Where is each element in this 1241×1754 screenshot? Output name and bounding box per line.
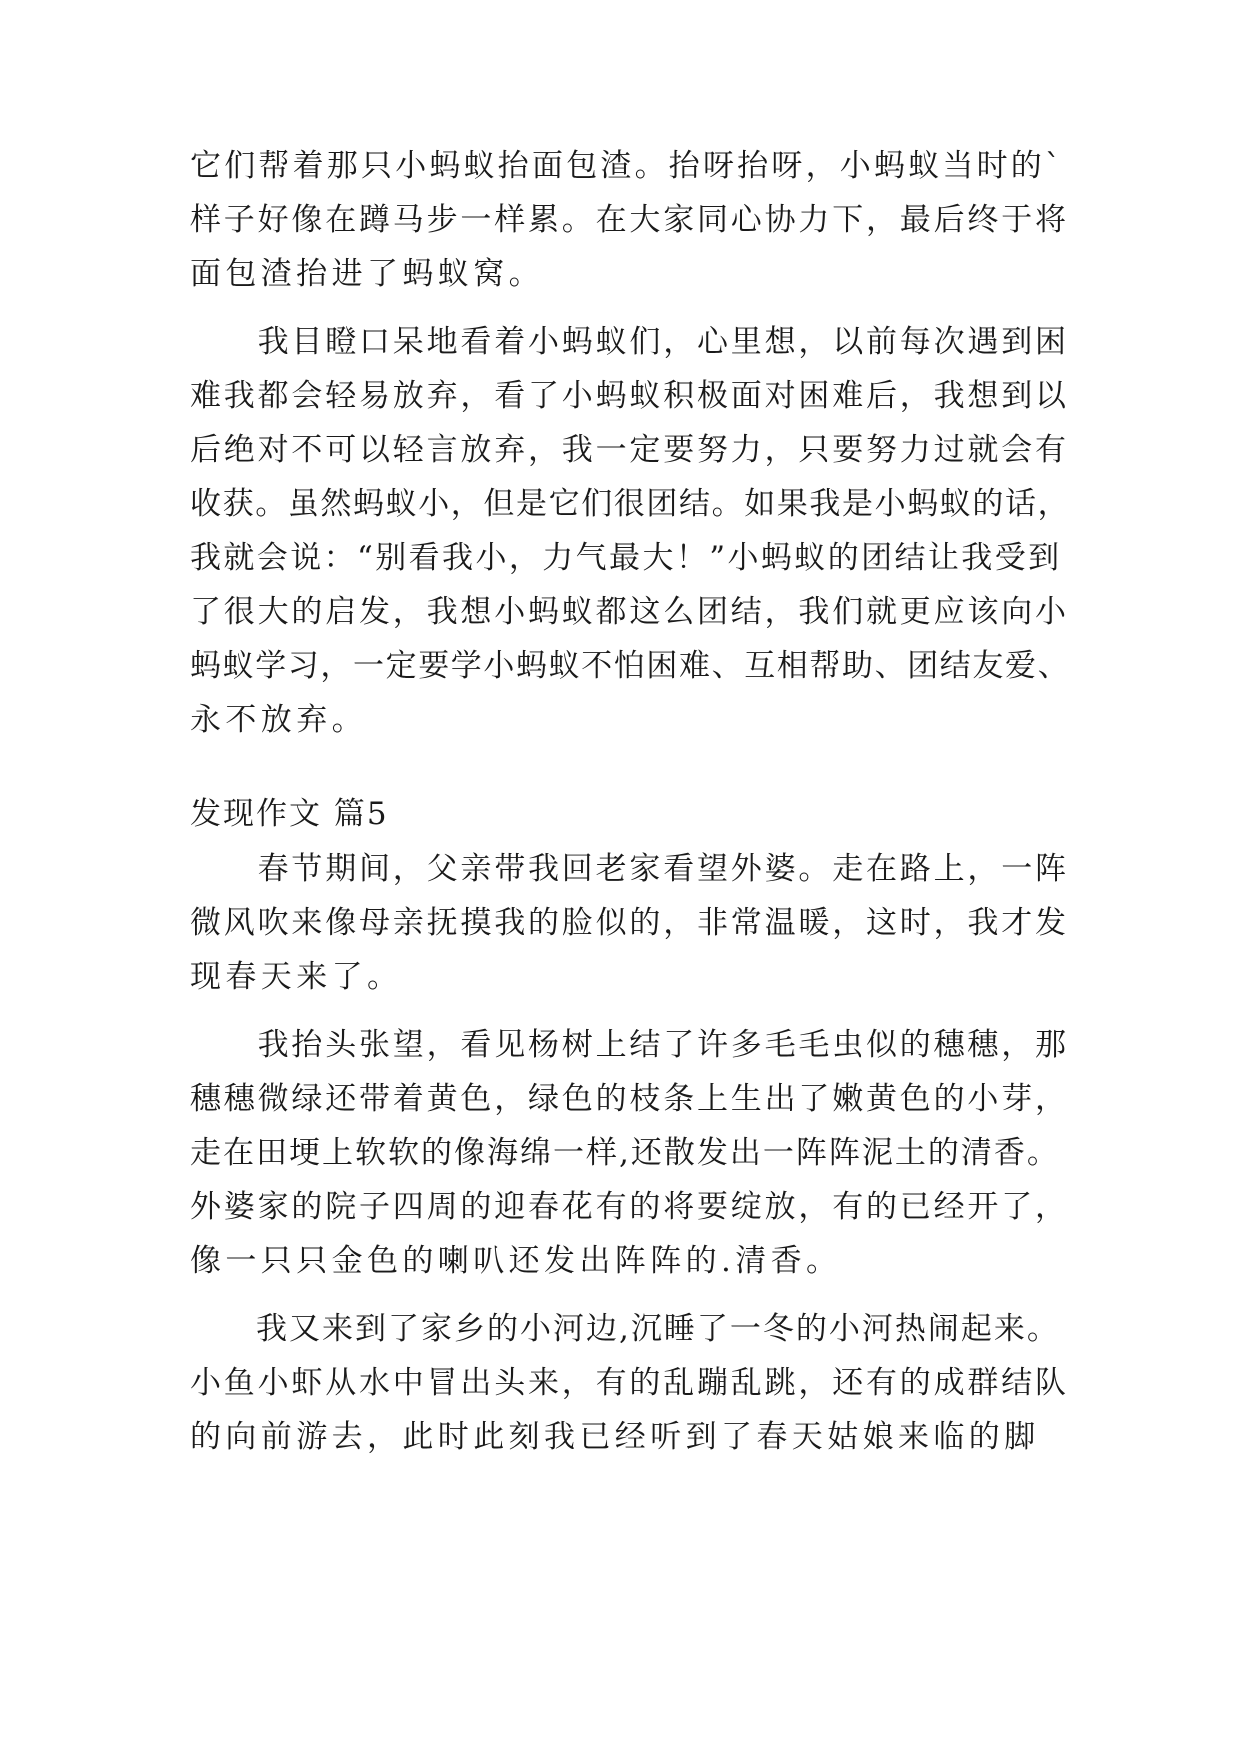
text-line: 后绝对不可以轻言放弃，我一定要努力，只要努力过就会有 (190, 432, 1069, 468)
text-line: 样子好像在蹲马步一样累。在大家同心协力下，最后终于将 (190, 202, 1069, 238)
text-line: 外婆家的院子四周的迎春花有的将要绽放，有的已经开了， (190, 1189, 1069, 1225)
text-line: 我就会说：“别看我小，力气最大！”小蚂蚁的团结让我受到 (190, 540, 1062, 576)
text-line: 我抬头张望，看见杨树上结了许多毛毛虫似的穗穗，那 (190, 1027, 1069, 1063)
text-line: 我又来到了家乡的小河边,沉睡了一冬的小河热闹起来。 (190, 1311, 1060, 1347)
text-line: 收获。虽然蚂蚁小，但是它们很团结。如果我是小蚂蚁的话， (190, 486, 1071, 522)
text-line: 小鱼小虾从水中冒出头来，有的乱蹦乱跳，还有的成群结队 (190, 1365, 1069, 1401)
text-line: 我目瞪口呆地看着小蚂蚁们，心里想，以前每次遇到困 (190, 324, 1069, 360)
text-line: 的向前游去，此时此刻我已经听到了春天姑娘来临的脚 (190, 1419, 1040, 1455)
text-line: 现春天来了。 (190, 959, 403, 995)
text-line: 像一只只金色的喇叭还发出阵阵的.清香。 (190, 1243, 842, 1279)
text-line: 面包渣抬进了蚂蚁窝。 (190, 256, 544, 292)
text-line: 春节期间，父亲带我回老家看望外婆。走在路上，一阵 (190, 851, 1069, 887)
text-line: 穗穗微绿还带着黄色，绿色的枝条上生出了嫩黄色的小芽， (190, 1081, 1069, 1117)
text-line: 走在田埂上软软的像海绵一样,还散发出一阵阵泥土的清香。 (190, 1135, 1060, 1171)
text-line: 蚂蚁学习，一定要学小蚂蚁不怕困难、互相帮助、团结友爱、 (190, 648, 1071, 684)
text-line: 难我都会轻易放弃，看了小蚂蚁积极面对困难后，我想到以 (190, 378, 1069, 414)
text-line: 它们帮着那只小蚂蚁抬面包渣。抬呀抬呀，小蚂蚁当时的` (190, 148, 1064, 184)
section-heading: 发现作文 篇5 (190, 796, 389, 832)
text-line: 微风吹来像母亲抚摸我的脸似的，非常温暖，这时，我才发 (190, 905, 1069, 941)
text-line: 永不放弃。 (190, 702, 367, 738)
text-line: 了很大的启发，我想小蚂蚁都这么团结，我们就更应该向小 (190, 594, 1069, 630)
